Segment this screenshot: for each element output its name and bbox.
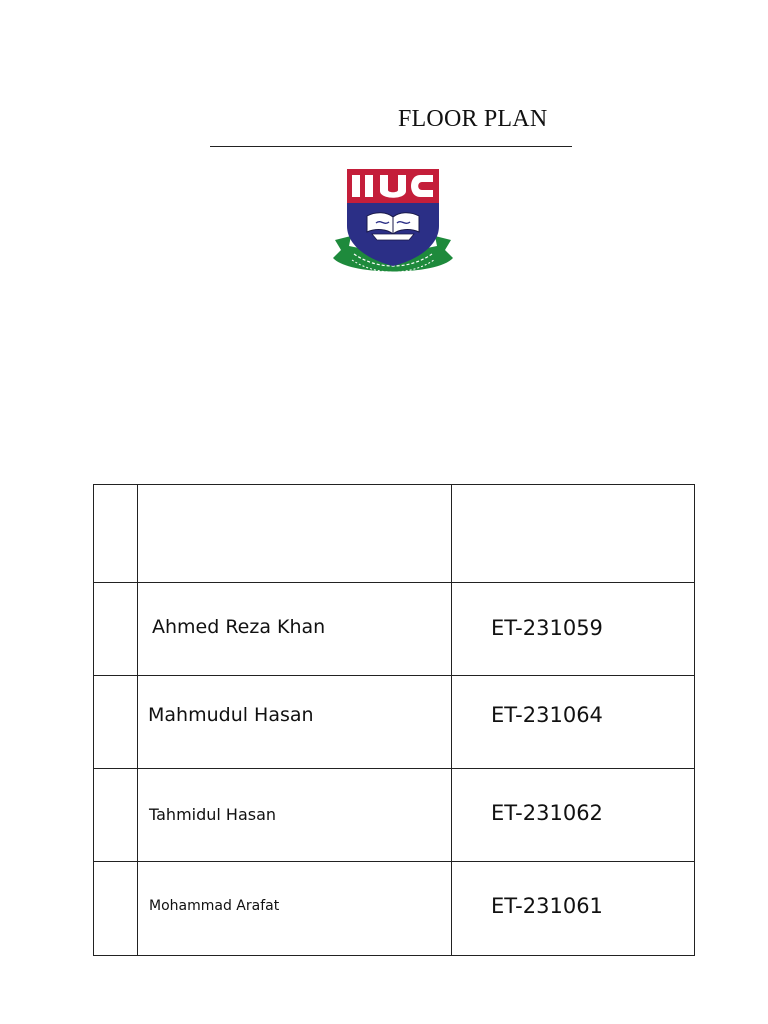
member-id: ET-231061 xyxy=(491,894,603,918)
id-cell xyxy=(452,485,695,583)
serial-cell xyxy=(94,485,138,583)
table-row xyxy=(94,862,695,956)
member-name: Mahmudul Hasan xyxy=(148,703,314,726)
name-cell xyxy=(138,769,452,862)
id-cell xyxy=(452,862,695,956)
member-id: ET-231062 xyxy=(491,801,603,825)
university-logo xyxy=(332,166,454,290)
name-cell xyxy=(138,485,452,583)
member-name: Ahmed Reza Khan xyxy=(152,616,326,638)
id-cell xyxy=(452,676,695,769)
name-cell xyxy=(138,676,452,769)
serial-cell xyxy=(94,676,138,769)
table-row xyxy=(94,583,695,676)
id-cell xyxy=(452,769,695,862)
table-row xyxy=(94,769,695,862)
name-cell xyxy=(138,862,452,956)
member-name: Tahmidul Hasan xyxy=(149,804,277,824)
name-cell xyxy=(138,583,452,676)
members-table xyxy=(93,484,695,956)
table-row xyxy=(94,485,695,583)
title-underline xyxy=(210,146,572,147)
serial-cell xyxy=(94,583,138,676)
id-cell xyxy=(452,583,695,676)
page-title: FLOOR PLAN xyxy=(398,106,548,132)
serial-cell xyxy=(94,769,138,862)
member-id: ET-231059 xyxy=(491,616,603,640)
table-row xyxy=(94,676,695,769)
member-name: Mohammad Arafat xyxy=(149,898,280,914)
member-id: ET-231064 xyxy=(491,702,603,727)
serial-cell xyxy=(94,862,138,956)
